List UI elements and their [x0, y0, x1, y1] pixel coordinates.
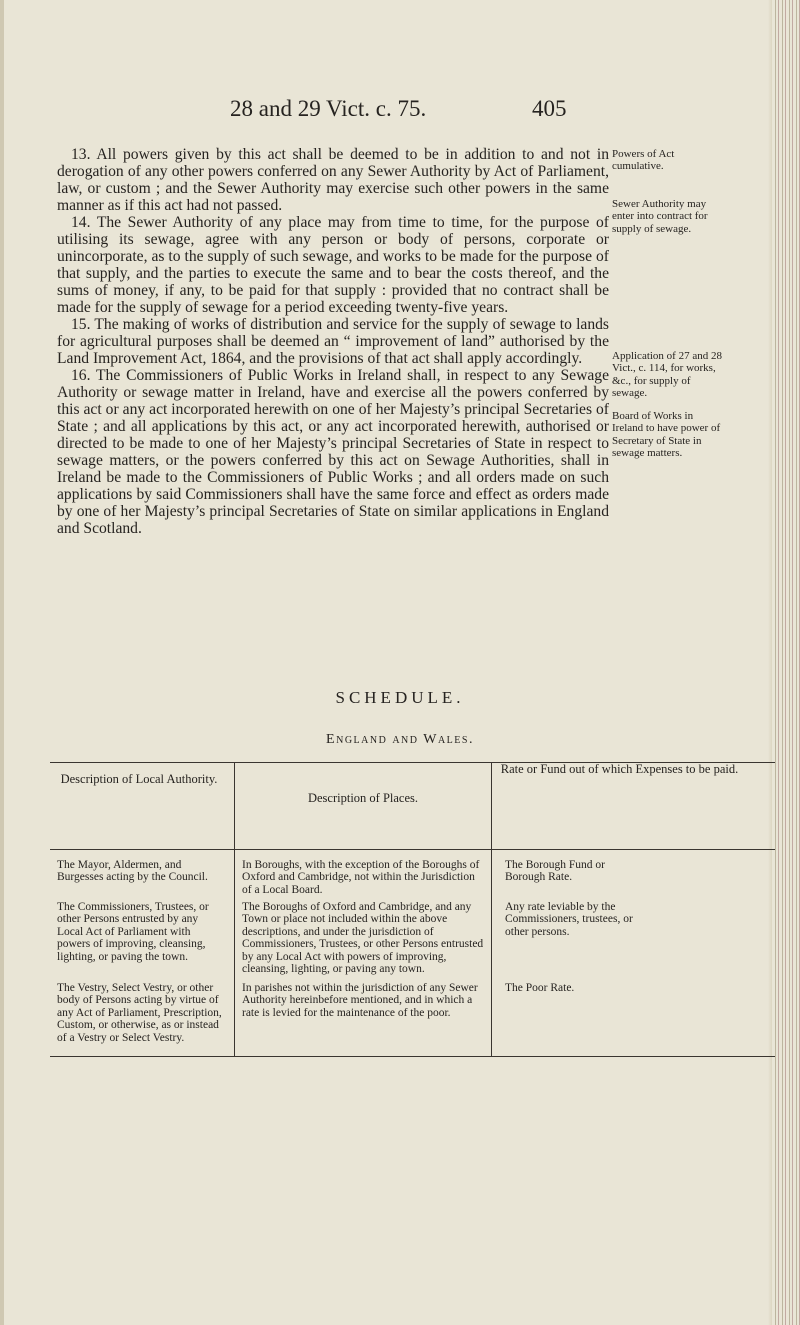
table-cell: The Commissioners, Trustees, or other Persons entrusted by any Local Act of Parliament with powers of improving, cleansing, lighting, or paving the town.	[57, 901, 209, 963]
schedule-table	[50, 762, 775, 1057]
table-cell: Any rate leviable by the Commissioners, trustees, or other persons.	[505, 901, 633, 938]
page-number: 405	[532, 96, 567, 121]
table-cell: The Boroughs of Oxford and Cambridge, and any Town or place not included within the above descriptions, and under the jurisdiction of Commissioners, Trustees, or other Persons entrusted by any Local Act with powers of improving, cleansing, lighting, or paving any town.	[242, 901, 484, 976]
margin-note-ireland: Board of Works in Ireland to have power of Secretary of State in sewage matters.	[612, 410, 721, 460]
margin-note-land-improvement: Application of 27 and 28 Vict., c. 114, for works, &c., for supply of sewage.	[612, 350, 722, 400]
column-header: Description of Local Authority.	[60, 772, 218, 786]
column-local-authority	[50, 763, 228, 1056]
schedule-title: SCHEDULE.	[335, 688, 465, 707]
page-left-edge	[0, 0, 4, 1325]
page-edges-stack	[772, 0, 800, 1325]
table-cell: The Poor Rate.	[505, 982, 575, 994]
table-cell: The Vestry, Select Vestry, or other body of Persons acting by virtue of any Act of Parliament, Prescription, Custom, or otherwise, as or instead of a Vestry or Select Vestry.	[57, 982, 222, 1044]
column-header: Rate or Fund out of which Expenses to be paid.	[500, 762, 739, 776]
schedule-subtitle: England and Wales.	[326, 732, 474, 747]
section-14: 14. The Sewer Authority of any place may from time to time, for the purpose of utilising its sewage, agree with any person or body of persons, corporate or unincorporate, as to the supply of such sewage, and works to be made for the purpose of that supply, and the parties to execute the same and to bear the costs thereof, and the sums of money, if any, to be paid for that supply : provided that no contract shall be made for the supply of sewage for a period exceeding twenty-five years.	[57, 214, 609, 316]
section-15: 15. The making of works of distribution and service for the supply of sewage to lands for agricultural purposes shall be deemed an “ improvement of land” authorised by the Land Improvement Act, 1864, and the provisions of that act shall apply accordingly.	[57, 316, 609, 367]
table-cell: In Boroughs, with the exception of the Boroughs of Oxford and Cambridge, not within the Jurisdiction of a Local Board.	[242, 859, 480, 896]
column-places	[234, 763, 492, 1056]
header-citation: 28 and 29 Vict. c. 75.	[230, 96, 427, 121]
table-cell: The Mayor, Aldermen, and Burgesses acting by the Council.	[57, 859, 208, 884]
table-cell: The Borough Fund or Borough Rate.	[505, 859, 605, 884]
table-cell: In parishes not within the jurisdiction of any Sewer Authority hereinbefore mentioned, and in which a rate is levied for the maintenance of the poor.	[242, 982, 478, 1019]
margin-note-powers: Powers of Act cumulative.	[612, 148, 675, 173]
column-rate-fund	[498, 763, 775, 1056]
section-13: 13. All powers given by this act shall be deemed to be in addition to and not in derogation of any other powers conferred on any Sewer Authority by Act of Parliament, law, or custom ; and the Sewer Authority may exercise such other powers in the same manner as if this act had not passed.	[57, 146, 609, 214]
column-header: Description of Places.	[307, 791, 419, 805]
margin-note-contract: Sewer Authority may enter into contract for supply of sewage.	[612, 198, 708, 235]
running-header	[0, 96, 800, 126]
section-16: 16. The Commissioners of Public Works in Ireland shall, in respect to any Sewage Authority or sewage matter in Ireland, have and exercise all the powers conferred by this act or any act incorporated herewith on one of her Majesty’s principal Secretaries of State ; and all applications by this act, or any act incorporated herewith, authorised or directed to be made to one of her Majesty’s principal Secretaries of State in respect to sewage matters, or the powers conferred by this act on Sewage Authorities, shall in Ireland be made to the Commissioners of Public Works ; and all orders made on such applications by said Commissioners shall have the same force and effect as orders made by one of her Majesty’s principal Secretaries of State on similar applications in England and Scotland.	[57, 367, 609, 537]
statute-body	[57, 146, 609, 537]
